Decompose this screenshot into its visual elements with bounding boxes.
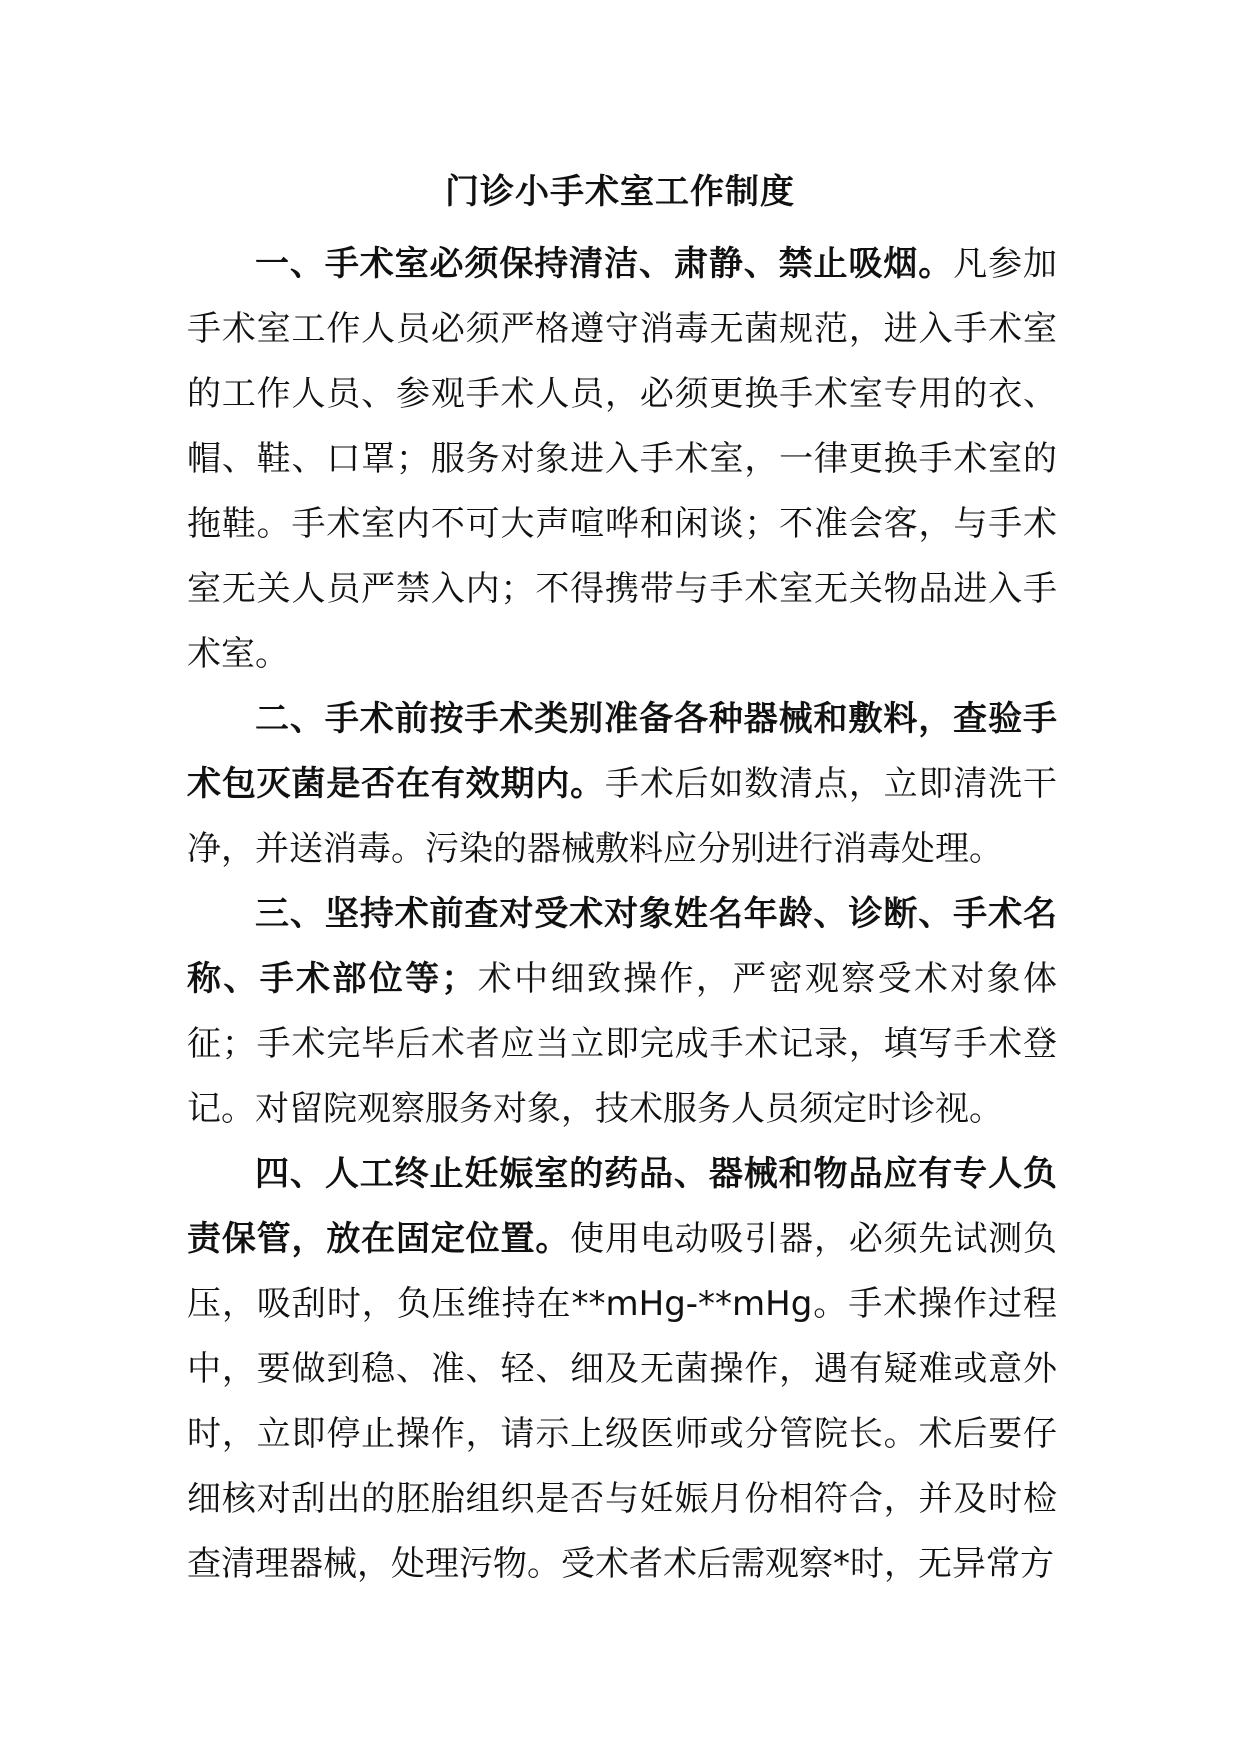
- paragraph-3-lead: 三、坚持术前查对受术对象姓名年龄、诊断、手术名称、手术部位等；: [187, 894, 1057, 999]
- paragraph-1-text: 凡参加手术室工作人员必须严格遵守消毒无菌规范，进入手术室的工作人员、参观手术人员，必须更换手术室专用的衣、帽、鞋、口罩；服务对象进入手术室，一律更换手术室的拖鞋。手术室内不可大声喧哗和闲谈；不准会客，与手术室无关人员严禁入内；不得携带与手术室无关物品进入手术室。: [187, 244, 1058, 674]
- paragraph-2-lead: 二、手术前按手术类别准备各种器械和敷料，查验手术包灭菌是否在有效期内。: [187, 699, 1057, 804]
- paragraph-3: [187, 882, 1057, 1142]
- paragraph-2-text: 手术后如数清点，立即清洗干净，并送消毒。污染的器械敷料应分别进行消毒处理。: [187, 764, 1057, 869]
- paragraph-4-text: 使用电动吸引器，必须先试测负压，吸刮时，负压维持在**mHg-**mHg。手术操作过程中，要做到稳、准、轻、细及无菌操作，遇有疑难或意外时，立即停止操作，请示上级医师或分管院长。术后要仔细核对刮出的胚胎组织是否与妊娠月份相符合，并及时检查清理器械，处理污物。受术者术后需观察*时，无异常方: [187, 1219, 1058, 1584]
- paragraph-3-text: 术中细致操作，严密观察受术对象体征；手术完毕后术者应当立即完成手术记录，填写手术登记。对留院观察服务对象，技术服务人员须定时诊视。: [187, 959, 1058, 1129]
- paragraph-1: [187, 232, 1057, 687]
- paragraph-4: [187, 1142, 1057, 1597]
- document-body: [187, 232, 1057, 1597]
- paragraph-4-lead: 四、人工终止妊娠室的药品、器械和物品应有专人负责保管，放在固定位置。: [187, 1154, 1057, 1259]
- paragraph-1-lead: 一、手术室必须保持清洁、肃静、禁止吸烟。: [255, 244, 954, 284]
- paragraph-2: [187, 687, 1057, 882]
- document-title: 门诊小手术室工作制度: [445, 172, 795, 212]
